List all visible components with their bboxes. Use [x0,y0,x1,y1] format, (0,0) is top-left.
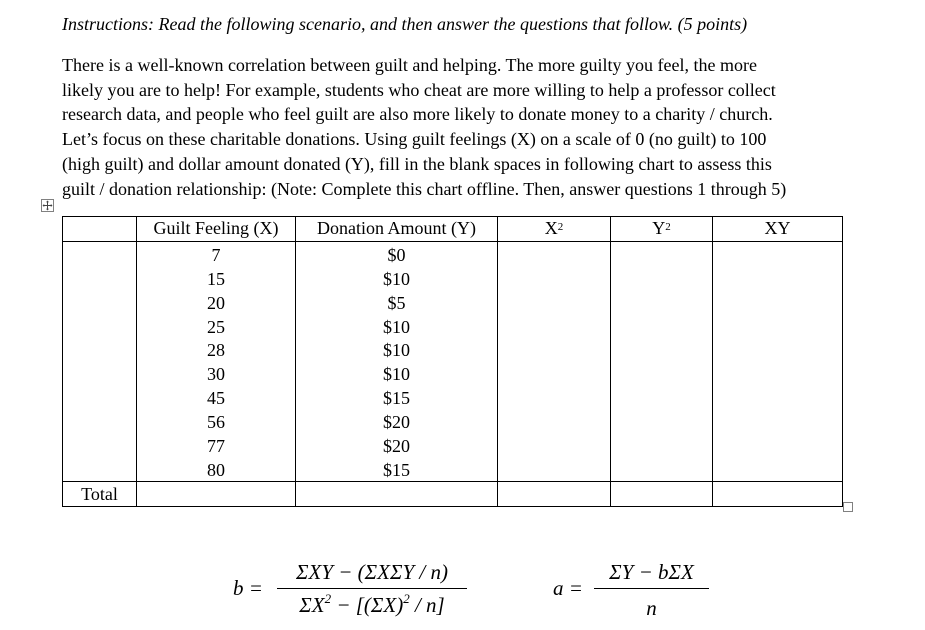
guilt-value: 56 [137,409,296,433]
guilt-value: 7 [137,242,296,266]
donation-value: $0 [296,242,498,266]
guilt-value: 15 [137,266,296,290]
total-label: Total [63,481,137,506]
instructions-text: Instructions: Read the following scenario, and then answer the questions that follow. (5 points) [62,14,748,34]
scenario-line: likely you are to help! For example, students who cheat are more willing to help a professor collect [62,79,776,100]
guilt-value: 25 [137,314,296,338]
guilt-value: 45 [137,385,296,409]
header-y-squared: $Y^2$ [611,217,713,242]
guilt-value: 77 [137,433,296,457]
donation-value: $10 [296,361,498,385]
formula-b-denominator: $\Sigma X^2 - [(\Sigma X)^2 / n]$ [299,591,445,617]
guilt-value: 80 [137,457,296,481]
scenario-line: research data, and people who feel guilt are also more likely to donate money to a charity / church. [62,104,773,125]
donation-value: $5 [296,290,498,314]
scenario-line: There is a well-known correlation between guilt and helping. The more guilty you feel, the more [62,55,757,75]
scenario-line: guilt / donation relationship: (Note: Complete this chart offline. Then, answer questions 1 through 5) [62,178,787,199]
guilt-value: 20 [137,290,296,314]
formula-b-lhs: b = [233,576,263,600]
header-xy: XY [713,217,843,242]
header-x-squared: $X^2$ [498,217,611,242]
scenario-line: (high guilt) and dollar amount donated (Y), fill in the blank spaces in following chart to assess this [62,153,772,174]
guilt-value: 30 [137,361,296,385]
donation-value: $15 [296,385,498,409]
donation-value: $10 [296,338,498,362]
scenario-line: Let’s focus on these charitable donations. Using guilt feelings (X) on a scale of 0 (no guilt) to 100 [62,129,767,150]
donation-value: $20 [296,409,498,433]
header-guilt-feeling: Guilt Feeling (X) [137,217,296,242]
donation-value: $10 [296,314,498,338]
header-donation-amount: Donation Amount (Y) [296,217,498,242]
formula-a-fraction-bar [594,588,709,589]
formula-a-denominator: n [646,596,657,620]
formula-b-numerator: ΣXY − (ΣXΣY / n) [296,560,448,584]
guilt-value: 28 [137,338,296,362]
formula-a-numerator: ΣY − bΣX [609,560,694,584]
formula-a-lhs: a = [553,576,583,600]
donation-value: $20 [296,433,498,457]
donation-value: $10 [296,266,498,290]
donation-value: $15 [296,457,498,481]
